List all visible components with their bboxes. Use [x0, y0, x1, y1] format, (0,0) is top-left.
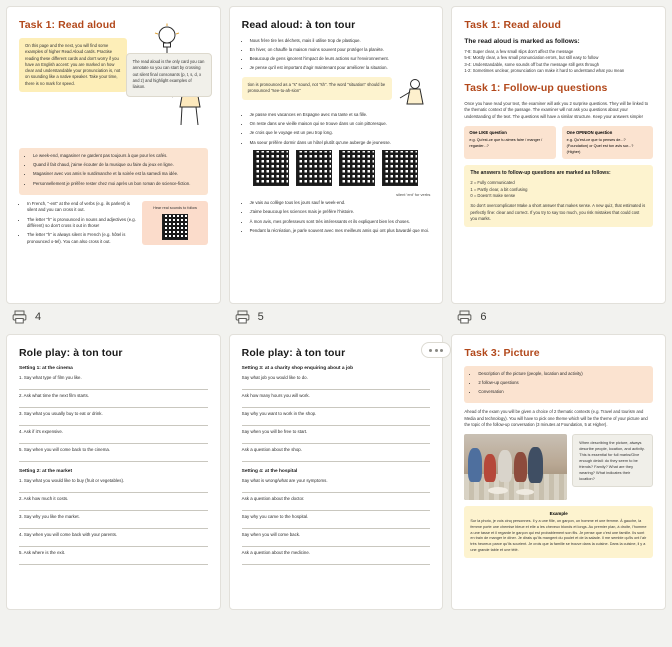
list-item: • Conversation: [478, 389, 647, 396]
list-item: • In French, "-ent" at the end of verbs (e.g. ils parlent) is silent and you can cross it out.: [27, 201, 136, 214]
answers-line: 1 = Partly clear, a bit confusing: [470, 186, 528, 192]
answers-note: So don't overcomplicate! Make a short answer that makes sense. A new quiz, that estimated is perfectly fine: clear and correct. If you try to say too much, you risk mistakes that could cost you marks.: [470, 203, 646, 221]
prompt: 3. Say why you like the market.: [19, 514, 80, 519]
card-4-footer: [6, 304, 221, 326]
list-item: • On reste dans une vieille maison qui se trouve dans un coin pittoresque.: [250, 121, 431, 128]
answer-line[interactable]: [19, 381, 208, 390]
list-item: • Pendant la récréation, je parle souvent avec mes meilleurs amis qui ont plus bavardé que moi.: [250, 228, 431, 235]
card-5-wrapper: [229, 6, 444, 326]
prompt: Ask a question about the doctor.: [241, 496, 305, 501]
section-heading-2: Setting 2: at the market: [19, 469, 73, 474]
card-grid: [6, 6, 666, 610]
answer-line[interactable]: [242, 381, 431, 390]
prompt: 4. Ask if it's expensive.: [19, 429, 64, 434]
list-item: • Le week-end, magasiner ne gardent pas toujours à que pour les cafés.: [33, 153, 202, 160]
answer-line[interactable]: [19, 399, 208, 408]
speech-bubble-note: The read aloud is the only card you can annotate so you can start by crossing out silent final consonants (p, t, s, d, x and z) and highlight examples of liaison.: [126, 53, 212, 97]
intro-text: Once you have read your text, the examiner will ask you 2 surprise questions. They will be linked to the thematic context of the passage. The examiner will not ask you questions about your understanding of the text. The questions will have a similar structure. Keep your answers simple!: [464, 101, 649, 119]
person-sketch-icon: [396, 77, 430, 107]
footnote-list: [19, 201, 136, 246]
list-item: • Magasiner avec vos amis le surdimanche et la soirée est la samedi ma idée.: [33, 171, 202, 178]
qr-panel[interactable]: [142, 201, 207, 246]
printer-icon[interactable]: [235, 310, 250, 324]
answer-line[interactable]: [19, 453, 208, 462]
page-title: Role play: à ton tour: [19, 347, 123, 359]
card-read-aloud-2[interactable]: [229, 6, 444, 304]
prompt: 1. Say what type of film you like.: [19, 375, 82, 380]
prompt: Say what job you would like to do.: [241, 375, 308, 380]
list-item: • Personnellement je préfère rester chez moi après un bon roman de science-fiction.: [33, 181, 202, 188]
like-question-card: [464, 126, 555, 159]
like-question-body: e.g. Qu'est-ce que tu aimes faire / manger / regarder...?: [469, 138, 543, 149]
section-heading-1: Setting 1: at the cinema: [19, 366, 73, 371]
answer-line[interactable]: [242, 538, 431, 547]
person-figure: [514, 452, 527, 482]
sentence-list-2: [242, 112, 431, 146]
subtitle: The read aloud is marked as follows:: [464, 38, 580, 45]
person-figure: [528, 447, 543, 483]
card-task3-picture[interactable]: [451, 334, 666, 610]
mark-line: 1-2: Sometimes unclear, pronunciation can make it hard to understand what you mean: [464, 67, 625, 73]
list-item: • Je crois que le voyage est un peu trop long.: [250, 130, 431, 137]
prompt: 2. Ask how much it costs.: [19, 496, 69, 501]
printer-icon[interactable]: [457, 310, 472, 324]
list-item: • Je vais au collège tous les jours sauf le week-end.: [250, 200, 431, 207]
card-roleplay-1-wrapper: [6, 334, 221, 610]
page-number: 6: [480, 311, 487, 323]
answer-line[interactable]: [242, 417, 431, 426]
prompt: Ask how many hours you will work.: [241, 393, 310, 398]
qr-code-icon[interactable]: [162, 214, 188, 240]
card-6-footer: [451, 304, 666, 326]
ellipsis-icon: [435, 349, 438, 352]
answer-line[interactable]: [19, 520, 208, 529]
ellipsis-icon: [440, 349, 443, 352]
ellipsis-icon: [429, 349, 432, 352]
prompt: Ask a question about the medicine.: [241, 550, 310, 555]
checklist-box: [464, 366, 653, 403]
prompt: 1. Say what you would like to buy (fruit or vegetables).: [19, 478, 125, 483]
list-item: • Description of the picture (people, location and activity): [478, 371, 647, 378]
photo-caption: When describing the picture, always describe people, location, and activity. This is essential for full marks/Give enough detail: do they seem to be friends? Family? What are they wearing? What indicates their location?: [579, 440, 645, 481]
checklist: [470, 371, 647, 396]
list-item: • Ma soeur préfère dormir dans un hôtel plutôt qu'une auberge de jeunesse.: [250, 140, 431, 147]
answer-line[interactable]: [19, 417, 208, 426]
prompt: Say why you came to the hospital.: [241, 514, 309, 519]
prompt: Ask a question about the shop.: [241, 447, 302, 452]
answer-line[interactable]: [242, 520, 431, 529]
lightbulb-icon: [154, 23, 180, 57]
example-body: Sur la photo, je vois cinq personnes. Il y a une fille, un garçon, un homme et une femme. À gauche, la femme porte une chemise bleue et elle a les cheveux blonds et longs. Au premier plan, à droite, l'homme a une tasse et il regarde le garçon qui est probablement son fils. Je pense que c'est une famille. Ils sont en train de manger le dîner. Je dirais qu'ils mangent du poulet et de la salade. Il me semble qu'ils ont l'air très heureux parce qu'ils sourient. Je crois que la famille se trouve dans la cuisine. Dans la cuisine, il y a une grande table et une télé.: [470, 519, 647, 552]
card-picture-wrapper: [451, 334, 666, 610]
list-item: • Beaucoup de gens ignorent l'impact de leurs actions sur l'environnement.: [250, 56, 431, 63]
list-item: • Quand il fait chaud, j'aime écouter de la musique ou faire du jeux en ligne.: [33, 162, 202, 169]
answers-line: 0 = Doesn't make sense: [470, 193, 516, 199]
opinion-question-heading: One OPINION question: [566, 130, 613, 136]
person-figure: [498, 450, 512, 482]
list-item: • 2 follow-up questions: [478, 380, 647, 387]
photo-guidance-note: [572, 434, 653, 487]
qr-code-icon[interactable]: [296, 150, 332, 186]
sentence-list-1: [242, 38, 431, 72]
qr-row: [242, 150, 431, 186]
page-title: Read aloud: à ton tour: [241, 19, 356, 31]
opinion-question-card: [562, 126, 653, 159]
more-options-button[interactable]: [421, 342, 451, 358]
answer-line[interactable]: [242, 453, 431, 462]
answer-line[interactable]: [242, 556, 431, 565]
prompt: Say why you want to work in the shop.: [241, 411, 317, 416]
list-item: • The letter "h" is always silent in French (e.g. hôtel is pronounced o-tel). You can also cross it out.: [27, 232, 136, 245]
answer-line[interactable]: [19, 538, 208, 547]
answers-marking-box: [464, 165, 653, 227]
page-title: Task 1: Read aloud: [464, 19, 562, 31]
printer-icon[interactable]: [12, 310, 27, 324]
answer-line[interactable]: [242, 502, 431, 511]
card-5-footer: [229, 304, 444, 326]
prompt: 4. Say when you will come back with your parents.: [19, 532, 118, 537]
opinion-question-body: e.g. Qu'est-ce que tu penses de...? (Foundation) or Quel est ton avis sur...? (Higher): [566, 138, 634, 154]
question-types: [464, 126, 653, 159]
exam-photo: [464, 434, 567, 500]
card-roleplay-1[interactable]: [6, 334, 221, 610]
sentence-list: [25, 153, 202, 187]
prompt: 5. Ask where is the exit.: [19, 550, 66, 555]
body-text: Ahead of the exam you will be given a choice of 2 thematic contexts (e.g. Travel and tourism and Media and technology). You will have to pick one theme which will be the theme of your picture and the topic of the follow-up conversation (3 minutes at Foundation, 5 at Higher).: [464, 409, 648, 428]
example-heading: Example: [549, 511, 568, 517]
qr-code-icon[interactable]: [339, 150, 375, 186]
mark-line: 3-4: Understandable, some sounds off but the message still gets through: [464, 61, 600, 67]
tip-note-yellow: On this page and the next, you will find some examples of higher Read Aloud cards. Practise reading these different cards and don't worry if you have an English accent: you are marked on how clear and understandable your pronunciation is, not on sounding like a native speaker. Take your time, there is no mark for speed.: [19, 38, 127, 92]
section-heading-1: Setting 3: at a charity shop enquiring about a job: [241, 366, 354, 371]
prompt: 3. Say what you usually buy to eat or drink.: [19, 411, 103, 416]
mark-line: 5-6: Mostly clear, a few small pronunciation errors, but still easy to follow: [464, 55, 599, 61]
card-roleplay-2-wrapper: [229, 334, 444, 610]
prompt: 5. Say when you will come back to the cinema.: [19, 447, 111, 452]
card-4-wrapper: [6, 6, 221, 326]
section-heading-2: Setting 4: at the hospital: [241, 469, 298, 474]
answer-line[interactable]: [242, 435, 431, 444]
mark-line: 7-8: Super clear, a few small slips don't affect the message: [464, 49, 574, 54]
page-title-2: Task 1: Follow-up questions: [464, 82, 608, 95]
example-box: [464, 506, 653, 558]
card-6-wrapper: [451, 6, 666, 326]
prompt: 2. Ask what time the next film starts.: [19, 393, 90, 398]
list-item: • À mon avis, mes professeurs sont très intéressants et ils expliquent bien les choses.: [250, 219, 431, 226]
qr-code-icon[interactable]: [253, 150, 289, 186]
answer-line[interactable]: [19, 556, 208, 565]
pronunciation-note: tion is pronounced as a "s" sound, not "sh". The word "situation" should be pronounced "see-tu-ah-sion": [242, 77, 393, 100]
qr-caption: Hear real sounds to follow: [153, 205, 197, 210]
qr-code-icon[interactable]: [382, 150, 418, 186]
list-item: • J'aime beaucoup les sciences mais je préfère l'histoire.: [250, 209, 431, 216]
card-read-aloud-1[interactable]: [6, 6, 221, 304]
card-roleplay-2[interactable]: [229, 334, 444, 610]
answer-line[interactable]: [19, 435, 208, 444]
prompt: Say when you will be free to start.: [241, 429, 308, 434]
page-title: Role play: à ton tour: [241, 347, 346, 359]
list-item: • The letter "h" is pronounced in nouns and adjectives (e.g. différent) so don't cross it out in those!: [27, 217, 136, 230]
handwriting-note: silent 'ent' for verbs: [396, 192, 431, 198]
page-title: Task 3: Picture: [464, 347, 540, 359]
card-read-aloud-marking[interactable]: [451, 6, 666, 304]
sentence-list-3: [242, 200, 431, 234]
prompt: Say when you will come back.: [241, 532, 301, 537]
person-figure: [484, 454, 496, 482]
person-figure: [468, 448, 482, 482]
answers-heading: The answers to follow-up questions are marked as follows:: [470, 170, 611, 177]
answer-line[interactable]: [19, 502, 208, 511]
sentences-box: [19, 148, 208, 195]
answers-line: 2 = Fully communicated: [470, 180, 515, 186]
list-item: • Je pense qu'il est important d'agir maintenant pour améliorer la situation.: [250, 65, 431, 72]
answer-line[interactable]: [19, 484, 208, 493]
answer-line[interactable]: [242, 399, 431, 408]
page-title: Task 1: Read aloud: [19, 19, 116, 31]
mark-scheme: [464, 49, 653, 74]
page-number: 4: [35, 311, 42, 323]
list-item: • En hiver, on chauffe la maison moins souvent pour protéger la planète.: [250, 47, 431, 54]
like-question-heading: One LIKE question: [469, 130, 507, 136]
list-item: • Nous frère tire les déchets, mais il utilise trop de plastique.: [250, 38, 431, 45]
page-number: 5: [257, 311, 264, 323]
answer-line[interactable]: [242, 484, 431, 493]
list-item: • Je passe mes vacances en Espagne avec ma tante et sa fille.: [250, 112, 431, 119]
prompt: Say what is wrong/what are your symptoms.: [241, 478, 328, 483]
